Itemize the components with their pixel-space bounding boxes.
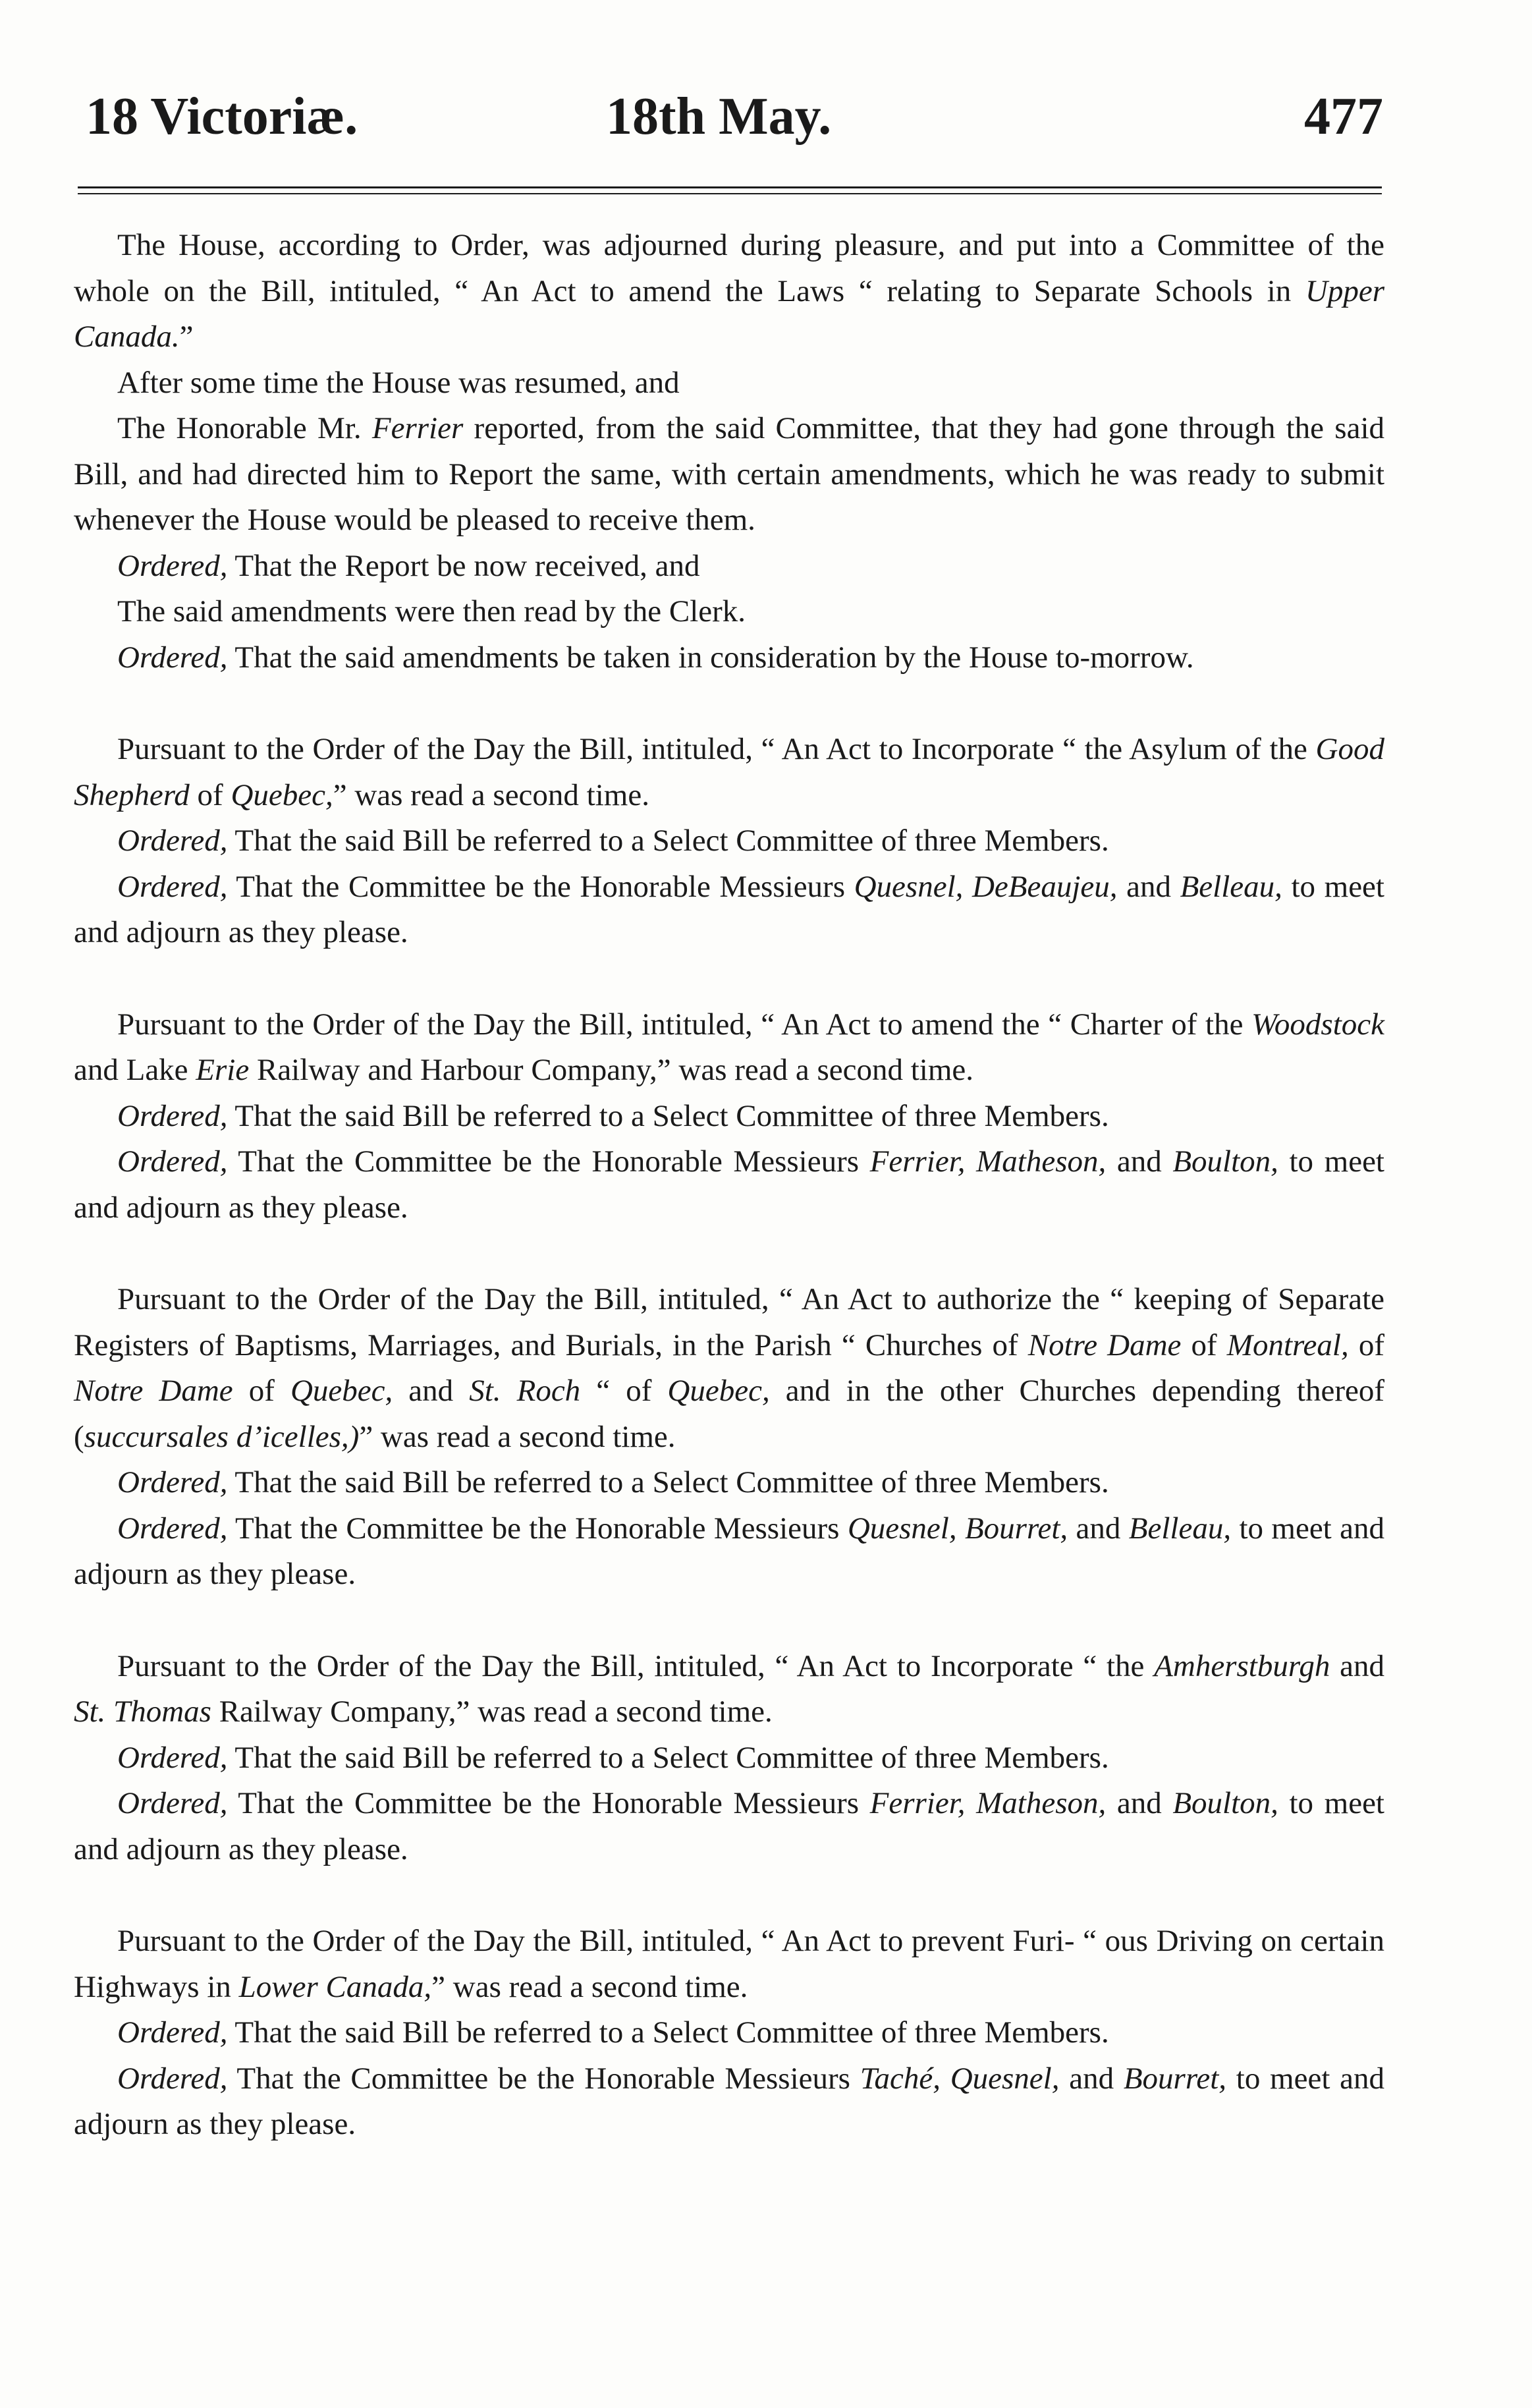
text-run: That the said amendments be taken in consideration by the House to-morrow. xyxy=(227,640,1194,675)
italic-text: Quesnel, DeBeaujeu, xyxy=(854,869,1118,904)
italic-text: Ordered, xyxy=(117,1144,228,1179)
entry-text xyxy=(74,727,1384,818)
text-run: and xyxy=(1330,1648,1384,1683)
italic-text: Ordered, xyxy=(117,640,228,675)
italic-text: Woodstock xyxy=(1251,1007,1384,1042)
text-run: ” was read a second time. xyxy=(333,777,649,812)
text-run: reported, from the said Committee, that they had gone through the said Bill, and had directed him to Report the same, with certain amendments, which he was ready to submit whenever the House would be pleased to receive them. xyxy=(74,411,1385,537)
order-line xyxy=(74,1460,1384,1506)
text-run: That the Committee be the Honorable Messieurs xyxy=(227,1786,870,1820)
entry-text xyxy=(74,223,1384,360)
text-run: That the Committee be the Honorable Messieurs xyxy=(227,869,854,904)
italic-text: Ordered, xyxy=(117,1740,228,1775)
order-line xyxy=(74,1781,1384,1872)
text-run: and in the other Churches depending thereof ( xyxy=(74,1374,1384,1454)
italic-text: Ferrier, Matheson, xyxy=(869,1144,1107,1179)
text-run: Pursuant to the Order of the Day the Bill, intituled, “ An Act to authorize the “ keeping of Separate Registers of Baptisms, Marriages, and Burials, in the Parish “ Churches of xyxy=(74,1282,1384,1362)
italic-text: St. Thomas xyxy=(74,1694,211,1729)
entry-amherstburgh-st-thomas xyxy=(74,1644,1384,1873)
order-line xyxy=(74,589,1384,635)
text-run: ” xyxy=(179,320,194,354)
text-run: That the said Bill be referred to a Select Committee of three Members. xyxy=(227,1465,1109,1499)
text-run: Railway and Harbour Company,” was read a second time. xyxy=(249,1053,974,1087)
text-run: to meet and adjourn as they please. xyxy=(74,1786,1384,1866)
text-run: Pursuant to the Order of the Day the Bill, intituled, “ An Act to Incorporate “ the Asylum of the xyxy=(117,732,1316,766)
text-run: of xyxy=(189,777,231,812)
journal-body xyxy=(74,223,1384,2148)
entry-separate-registers xyxy=(74,1277,1384,1598)
page-number: 477 xyxy=(1304,88,1383,146)
italic-text: Boulton, xyxy=(1172,1144,1278,1179)
text-run: Pursuant to the Order of the Day the Bill, intituled, “ An Act to Incorporate “ the xyxy=(117,1648,1155,1683)
italic-text: Ordered, xyxy=(117,1511,228,1546)
text-run: The Honorable Mr. xyxy=(117,411,372,445)
text-run: “ of xyxy=(580,1374,668,1408)
text-run: That the said Bill be referred to a Select Committee of three Members. xyxy=(227,1098,1109,1133)
text-run: That the said Bill be referred to a Select Committee of three Members. xyxy=(227,2015,1109,2050)
entry-text xyxy=(74,1002,1384,1094)
text-run: to meet and adjourn as they please. xyxy=(74,869,1384,949)
order-line xyxy=(74,1506,1384,1598)
order-line xyxy=(74,2056,1384,2148)
italic-text: Lower Canada, xyxy=(238,1969,432,2004)
order-line xyxy=(74,635,1384,681)
text-run: and xyxy=(1106,1144,1173,1179)
text-run: The House, according to Order, was adjourned during pleasure, and put into a Committee of the whole on the Bill, intituled, “ An Act to amend the Laws “ relating to Separate Schools in xyxy=(74,228,1384,308)
italic-text: succursales d’icelles,) xyxy=(84,1419,360,1454)
order-line xyxy=(74,360,1384,406)
order-line xyxy=(74,1139,1384,1231)
italic-text: Taché, Quesnel, xyxy=(860,2061,1060,2096)
text-run: and xyxy=(1059,2061,1124,2096)
text-run: of xyxy=(1181,1328,1227,1362)
italic-text: Upper Canada. xyxy=(74,273,1384,354)
text-run: of xyxy=(1348,1328,1384,1362)
text-run: to meet and adjourn as they please. xyxy=(74,2061,1384,2141)
italic-text: Notre Dame xyxy=(1027,1328,1182,1362)
italic-text: Ordered, xyxy=(117,548,228,583)
entry-text xyxy=(74,1277,1384,1460)
paragraph-gap xyxy=(74,1598,1384,1644)
italic-text: Good Shepherd xyxy=(74,732,1384,812)
italic-text: Ferrier xyxy=(371,411,464,445)
italic-text: Ferrier, Matheson, xyxy=(869,1786,1107,1820)
italic-text: Amherstburgh xyxy=(1154,1648,1330,1683)
italic-text: Ordered, xyxy=(117,1098,228,1133)
paragraph-gap xyxy=(74,1872,1384,1918)
italic-text: Ordered, xyxy=(117,869,228,904)
italic-text: St. Roch xyxy=(469,1374,581,1408)
italic-text: Ordered, xyxy=(117,1786,228,1820)
text-run: The said amendments were then read by the Clerk. xyxy=(117,594,746,629)
entry-furious-driving xyxy=(74,1918,1384,2148)
italic-text: Ordered, xyxy=(117,2061,228,2096)
entry-text xyxy=(74,1918,1384,2010)
order-line xyxy=(74,1094,1384,1140)
paragraph-gap xyxy=(74,1231,1384,1277)
text-run: and xyxy=(1106,1786,1173,1820)
italic-text: Ordered, xyxy=(117,2015,228,2050)
order-line xyxy=(74,1735,1384,1781)
entry-woodstock-lake-erie xyxy=(74,1002,1384,1231)
text-run: That the Committee be the Honorable Messieurs xyxy=(227,1511,848,1546)
italic-text: Boulton, xyxy=(1172,1786,1278,1820)
text-run: That the said Bill be referred to a Select Committee of three Members. xyxy=(227,1740,1109,1775)
text-run: ” was read a second time. xyxy=(359,1419,676,1454)
order-line xyxy=(74,864,1384,956)
page-date: 18th May. xyxy=(606,88,832,146)
session-title: 18 Victoriæ. xyxy=(86,88,358,146)
italic-text: Belleau, xyxy=(1180,869,1282,904)
text-run: Railway Company,” was read a second time. xyxy=(211,1694,773,1729)
text-run: Pursuant to the Order of the Day the Bill, intituled, “ An Act to prevent Furi- “ ous Driving on certain Highways in xyxy=(74,1924,1384,2004)
italic-text: Quebec, xyxy=(231,777,333,812)
text-run: and xyxy=(393,1374,470,1408)
order-line xyxy=(74,2010,1384,2056)
text-run: ” was read a second time. xyxy=(431,1969,748,2004)
entry-committee-report xyxy=(74,223,1384,681)
header-rule-bottom xyxy=(78,193,1382,194)
text-run: That the Committee be the Honorable Messieurs xyxy=(227,1144,870,1179)
paragraph-gap xyxy=(74,956,1384,1002)
text-run: and xyxy=(1068,1511,1129,1546)
text-run: That the said Bill be referred to a Select Committee of three Members. xyxy=(227,824,1109,858)
text-run: to meet and adjourn as they please. xyxy=(74,1511,1384,1591)
order-line xyxy=(74,406,1384,544)
italic-text: Montreal, xyxy=(1226,1328,1349,1362)
text-run: That the Committee be the Honorable Messieurs xyxy=(227,2061,860,2096)
italic-text: Quesnel, Bourret, xyxy=(847,1511,1068,1546)
italic-text: Belleau, xyxy=(1128,1511,1232,1546)
entry-text xyxy=(74,1644,1384,1735)
header-rule-top xyxy=(78,186,1382,188)
italic-text: Quebec, xyxy=(667,1374,770,1408)
italic-text: Quebec, xyxy=(290,1374,393,1408)
text-run: of xyxy=(233,1374,290,1408)
paragraph-gap xyxy=(74,681,1384,727)
italic-text: Ordered, xyxy=(117,1465,228,1499)
italic-text: Notre Dame xyxy=(74,1374,233,1408)
text-run: and xyxy=(1117,869,1180,904)
order-line xyxy=(74,544,1384,590)
page-header xyxy=(86,80,1383,153)
italic-text: Bourret, xyxy=(1123,2061,1227,2096)
italic-text: Ordered, xyxy=(117,824,228,858)
text-run: and Lake xyxy=(74,1053,196,1087)
order-line xyxy=(74,818,1384,864)
entry-good-shepherd xyxy=(74,727,1384,956)
italic-text: Erie xyxy=(196,1053,250,1087)
text-run: After some time the House was resumed, and xyxy=(117,365,680,400)
text-run: Pursuant to the Order of the Day the Bill, intituled, “ An Act to amend the “ Charter of the xyxy=(117,1007,1252,1042)
text-run: to meet and adjourn as they please. xyxy=(74,1144,1384,1225)
text-run: That the Report be now received, and xyxy=(227,548,700,583)
